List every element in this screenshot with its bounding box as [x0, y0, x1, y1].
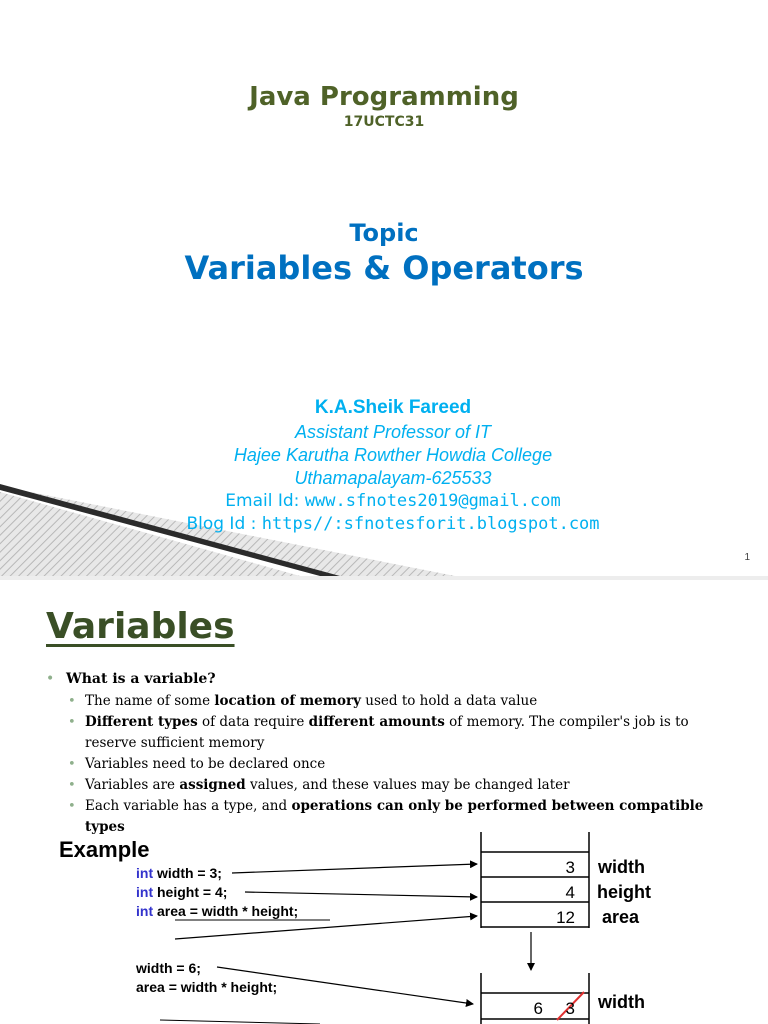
bullet-bold: different amounts	[308, 714, 445, 730]
blog-value[interactable]: https//:sfnotesforit.blogspot.com	[261, 514, 600, 534]
bullet-text: values, and these values may be changed later	[245, 777, 570, 793]
cell-value-width-new: 6	[533, 999, 543, 1018]
memory-diagram	[0, 580, 768, 1024]
course-title: Java Programming	[249, 82, 519, 112]
bullet-text: Variables are	[85, 777, 180, 793]
keyword-int: int	[136, 903, 154, 919]
cell-name-width: width	[598, 857, 645, 877]
bullet-text: Each variable has a type, and	[85, 798, 292, 814]
topic-label: Topic	[349, 219, 419, 247]
page-number: 1	[744, 552, 750, 563]
cell-name-area: area	[602, 907, 640, 927]
variables-slide	[0, 580, 768, 1024]
bullet-text: of data require	[197, 714, 309, 730]
cell-value-width: 3	[565, 858, 575, 877]
course-code: 17UCTC31	[343, 114, 425, 130]
email-value[interactable]: www.sfnotes2019@gmail.com	[304, 491, 561, 511]
arrow-width	[232, 864, 477, 873]
cell-value-height: 4	[565, 883, 575, 902]
code-line-4: width = 6;	[136, 960, 201, 976]
college-name: Hajee Karutha Rowther Howdia College	[233, 445, 553, 465]
keyword-int: int	[136, 884, 154, 900]
blog-label: Blog Id :	[186, 514, 262, 534]
bullet-bold: location of memory	[214, 693, 361, 709]
blog-line	[9, 514, 768, 534]
example-label: Example	[59, 837, 150, 862]
arrow-area	[175, 916, 477, 939]
email-label: Email Id:	[225, 491, 305, 511]
bullet-text: Variables need to be declared once	[85, 756, 326, 772]
author-designation: Assistant Professor of IT	[294, 422, 492, 442]
slide-heading: Variables	[46, 606, 235, 647]
email-line	[9, 491, 768, 511]
cell-name-width-2: width	[598, 992, 645, 1012]
topic-title: Variables & Operators	[184, 249, 584, 287]
code-text: height = 4;	[153, 884, 228, 900]
arrow-height	[245, 892, 477, 897]
bullet-bold: Different types	[85, 714, 198, 730]
keyword-int: int	[136, 865, 154, 881]
bullet-text: of memory. The compiler's job is to reserve sufficient memory	[85, 714, 689, 751]
code-text: area = width * height;	[153, 903, 299, 919]
question-text: What is a variable?	[66, 671, 216, 687]
bullet-text: used to hold a data value	[360, 693, 538, 709]
code-line-5: area = width * height;	[136, 979, 278, 995]
bullet-bold: assigned	[179, 777, 246, 793]
cell-value-width-old: 3	[565, 999, 575, 1018]
arrow-area-update	[160, 1020, 320, 1024]
bullet-text: The name of some	[85, 693, 215, 709]
code-text: width = 3;	[153, 865, 222, 881]
bullet-bold: operations can only be performed between compatible types	[85, 798, 704, 835]
college-location: Uthamapalayam-625533	[294, 468, 492, 488]
arrow-width-update	[217, 967, 473, 1004]
cell-name-height: height	[597, 882, 651, 902]
author-name: K.A.Sheik Fareed	[314, 397, 472, 418]
cell-value-area: 12	[556, 908, 575, 927]
